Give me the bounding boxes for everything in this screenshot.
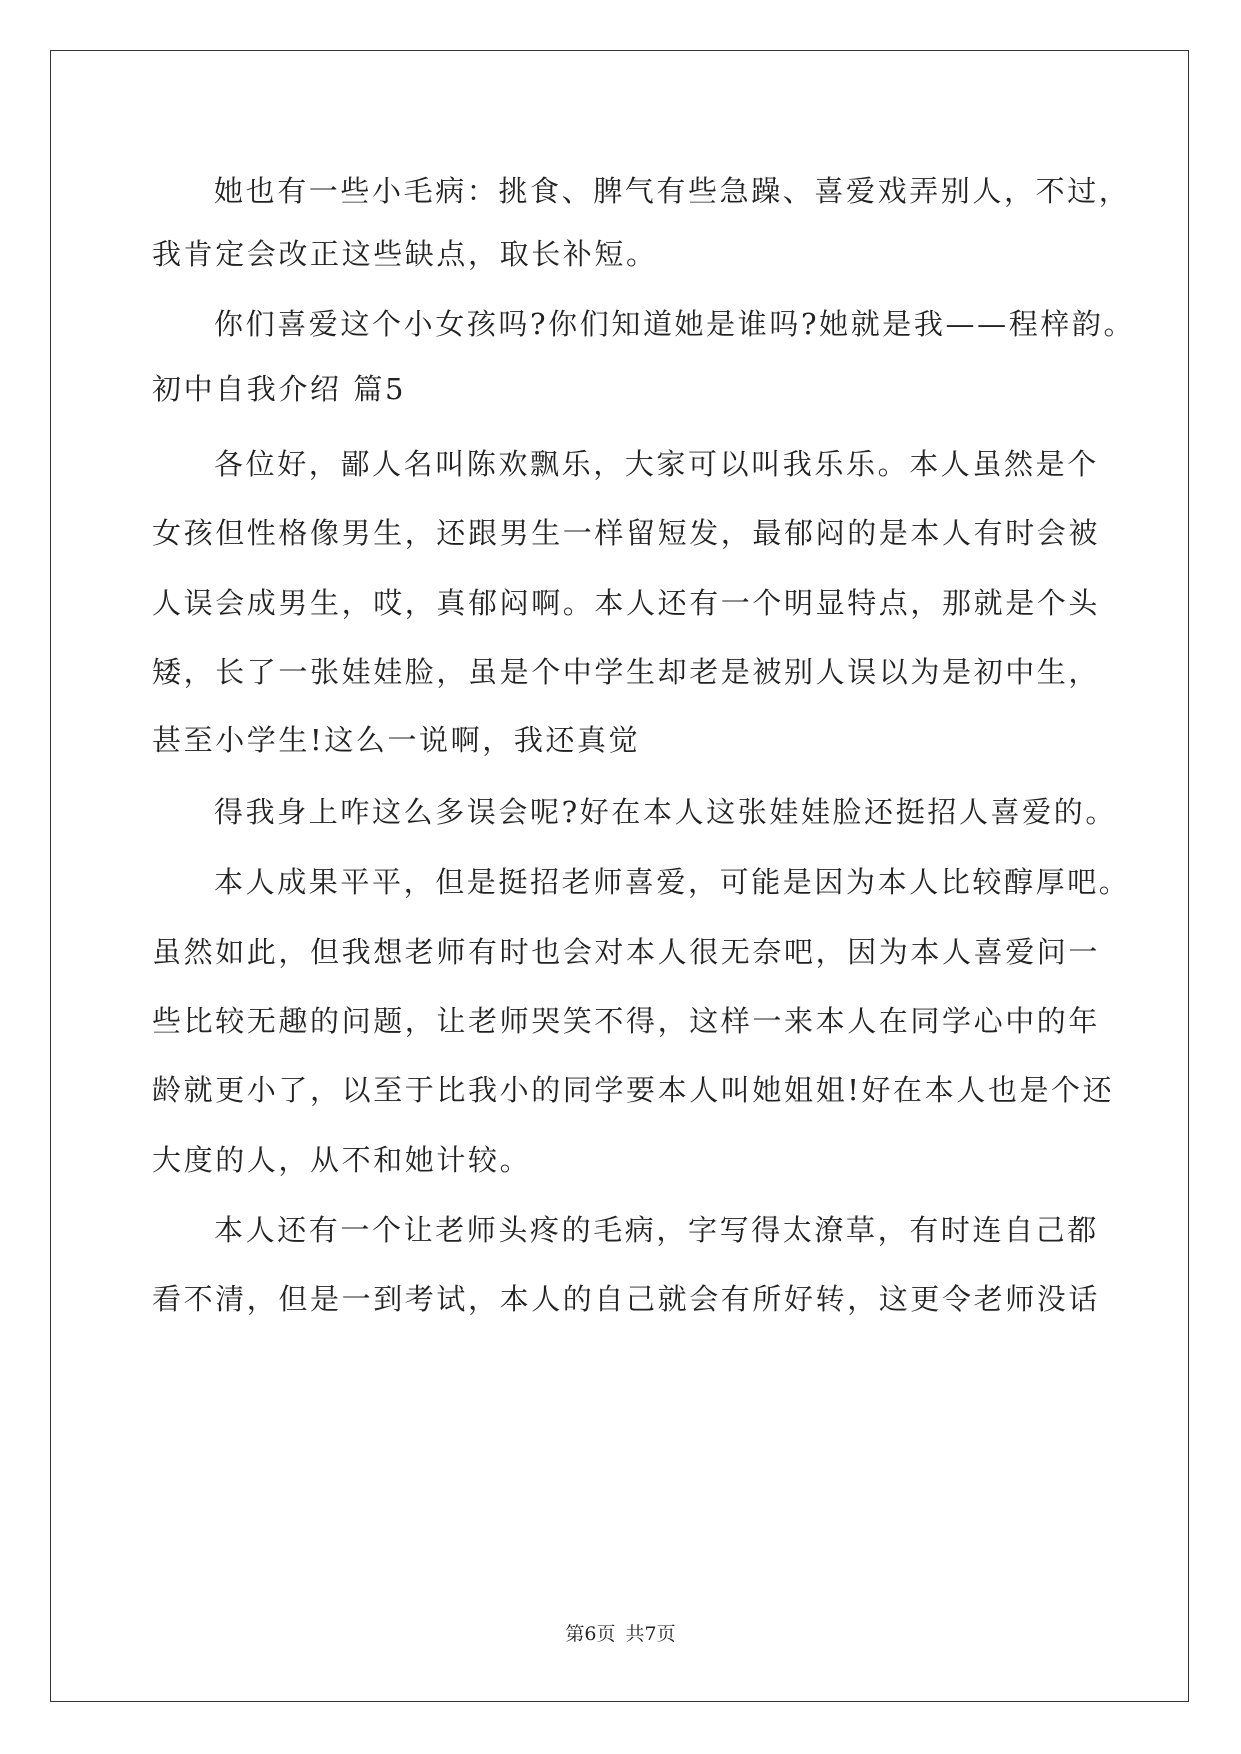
page-footer bbox=[0, 1622, 1241, 1646]
paragraph-line: 大度的人，从不和她计较。 bbox=[152, 1143, 532, 1177]
paragraph-line: 你们喜爱这个小女孩吗?你们知道她是谁吗?她就是我——程梓韵。 bbox=[214, 307, 1136, 341]
paragraph-line: 得我身上咋这么多误会呢?好在本人这张娃娃脸还挺招人喜爱的。 bbox=[214, 795, 1117, 829]
paragraph-line: 矮，长了一张娃娃脸，虽是个中学生却老是被别人误以为是初中生， bbox=[152, 655, 1101, 689]
paragraph-line: 各位好，鄙人名叫陈欢飘乐，大家可以叫我乐乐。本人虽然是个 bbox=[214, 447, 1099, 481]
paragraph-line: 人误会成男生，哎，真郁闷啊。本人还有一个明显特点，那就是个头 bbox=[152, 586, 1101, 620]
paragraph-line: 龄就更小了，以至于比我小的同学要本人叫她姐姐!好在本人也是个还 bbox=[152, 1073, 1115, 1107]
paragraph-line: 虽然如此，但我想老师有时也会对本人很无奈吧，因为本人喜爱问一 bbox=[152, 935, 1101, 969]
paragraph-line: 本人成果平平，但是挺招老师喜爱，可能是因为本人比较醇厚吧。 bbox=[214, 865, 1131, 899]
paragraph-line: 甚至小学生!这么一说啊，我还真觉 bbox=[152, 723, 641, 757]
page-total: 共7页 bbox=[625, 1623, 676, 1645]
page-number: 第6页 bbox=[565, 1623, 616, 1645]
paragraph-line: 她也有一些小毛病：挑食、脾气有些急躁、喜爱戏弄别人，不过， bbox=[214, 174, 1131, 208]
paragraph-line: 些比较无趣的问题，让老师哭笑不得，这样一来本人在同学心中的年 bbox=[152, 1004, 1101, 1038]
paragraph-line: 看不清，但是一到考试，本人的自己就会有所好转，这更令老师没话 bbox=[152, 1282, 1101, 1316]
paragraph-line: 女孩但性格像男生，还跟男生一样留短发，最郁闷的是本人有时会被 bbox=[152, 516, 1101, 550]
paragraph-line: 本人还有一个让老师头疼的毛病，字写得太潦草，有时连自己都 bbox=[214, 1213, 1099, 1247]
paragraph-line: 我肯定会改正这些缺点，取长补短。 bbox=[152, 237, 658, 271]
section-heading: 初中自我介绍 篇5 bbox=[152, 372, 407, 406]
